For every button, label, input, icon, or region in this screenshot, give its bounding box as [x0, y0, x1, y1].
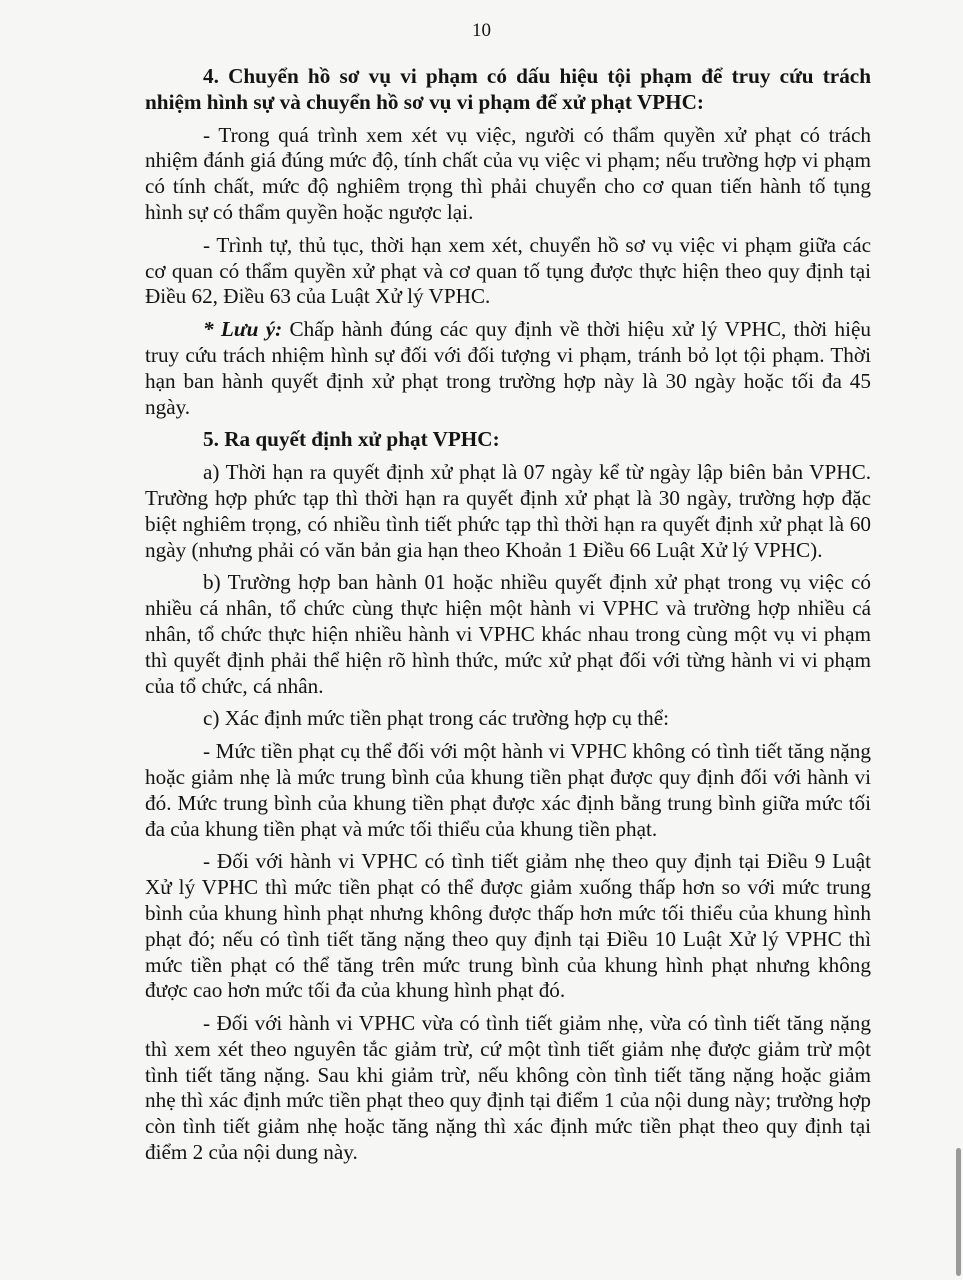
section-5-paragraph-c: c) Xác định mức tiền phạt trong các trường hợp cụ thể: [203, 706, 670, 731]
section-5-heading: 5. Ra quyết định xử phạt VPHC: [203, 427, 500, 452]
section-5-paragraph-a: a) Thời hạn ra quyết định xử phạt là 07 ngày kể từ ngày lập biên bản VPHC. Trường hợp phức tạp thì thời hạn ra quyết định xử phạt là 30 ngày, trường hợp đặc biệt nghiêm trọng, có nhiều tình tiết phức tạp thì thời hạn ra quyết định xử phạt là 60 ngày (nhưng phải có văn bản gia hạn theo Khoản 1 Điều 66 Luật Xử lý VPHC). [145, 460, 871, 562]
section-4-heading: 4. Chuyển hồ sơ vụ vi phạm có dấu hiệu tội phạm để truy cứu trách nhiệm hình sự và chuyển hồ sơ vụ vi phạm để xử phạt VPHC: [145, 64, 871, 114]
section-4-note [145, 317, 871, 420]
section-4-paragraph-1: - Trong quá trình xem xét vụ việc, người có thẩm quyền xử phạt có trách nhiệm đánh giá đúng mức độ, tính chất của vụ việc vi phạm; nếu trường hợp vi phạm có tính chất, mức độ nghiêm trọng thì phải chuyển cho cơ quan tiến hành tố tụng hình sự có thẩm quyền hoặc ngược lại. [145, 122, 871, 224]
document-body [145, 64, 871, 1173]
section-5-paragraph-c2: - Đối với hành vi VPHC có tình tiết giảm nhẹ theo quy định tại Điều 9 Luật Xử lý VPHC thì mức tiền phạt có thể được giảm xuống thấp hơn so với mức trung bình của khung hình phạt nhưng không được thấp hơn mức tối thiểu của khung hình phạt đó; nếu có tình tiết tăng nặng theo quy định tại Điều 10 Luật Xử lý VPHC thì mức tiền phạt có thể tăng trên mức trung bình của khung hình phạt nhưng không được cao hơn mức tối đa của khung hình phạt đó. [145, 849, 871, 1003]
section-5-paragraph-b: b) Trường hợp ban hành 01 hoặc nhiều quyết định xử phạt trong vụ việc có nhiều cá nhân, tổ chức cùng thực hiện một hành vi VPHC và trường hợp nhiều cá nhân, tổ chức thực hiện nhiều hành vi VPHC khác nhau trong cùng một vụ vi phạm thì quyết định phải thể hiện rõ hình thức, mức xử phạt đối với từng hành vi vi phạm của tổ chức, cá nhân. [145, 570, 871, 698]
scrollbar-thumb[interactable] [956, 1148, 961, 1276]
section-4-paragraph-2: - Trình tự, thủ tục, thời hạn xem xét, chuyển hồ sơ vụ việc vi phạm giữa các cơ quan có thẩm quyền xử phạt và cơ quan tố tụng được thực hiện theo quy định tại Điều 62, Điều 63 của Luật Xử lý VPHC. [145, 232, 871, 309]
note-text: Chấp hành đúng các quy định về thời hiệu xử lý VPHC, thời hiệu truy cứu trách nhiệm hình sự đối với đối tượng vi phạm, tránh bỏ lọt tội phạm. Thời hạn ban hành quyết định xử phạt trong trường hợp này là 30 ngày hoặc tối đa 45 ngày. [145, 317, 872, 419]
section-5-paragraph-c1: - Mức tiền phạt cụ thể đối với một hành vi VPHC không có tình tiết tăng nặng hoặc giảm nhẹ là mức trung bình của khung tiền phạt được quy định đối với hành vi đó. Mức trung bình của khung tiền phạt được xác định bằng trung bình giữa mức tối đa của khung tiền phạt và mức tối thiểu của khung tiền phạt. [145, 739, 871, 841]
note-label: * Lưu ý: [203, 317, 283, 342]
section-5-paragraph-c3: - Đối với hành vi VPHC vừa có tình tiết giảm nhẹ, vừa có tình tiết tăng nặng thì xem xét theo nguyên tắc giảm trừ, cứ một tình tiết giảm nhẹ được giảm trừ một tình tiết tăng nặng. Sau khi giảm trừ, nếu không còn tình tiết tăng nặng hoặc giảm nhẹ thì xác định mức tiền phạt theo quy định tại điểm 1 của nội dung này; trường hợp còn tình tiết giảm nhẹ hoặc tăng nặng thì xác định mức tiền phạt theo quy định tại điểm 2 của nội dung này. [145, 1011, 871, 1165]
page-number: 10 [472, 20, 491, 41]
vertical-scrollbar[interactable] [955, 0, 963, 1280]
